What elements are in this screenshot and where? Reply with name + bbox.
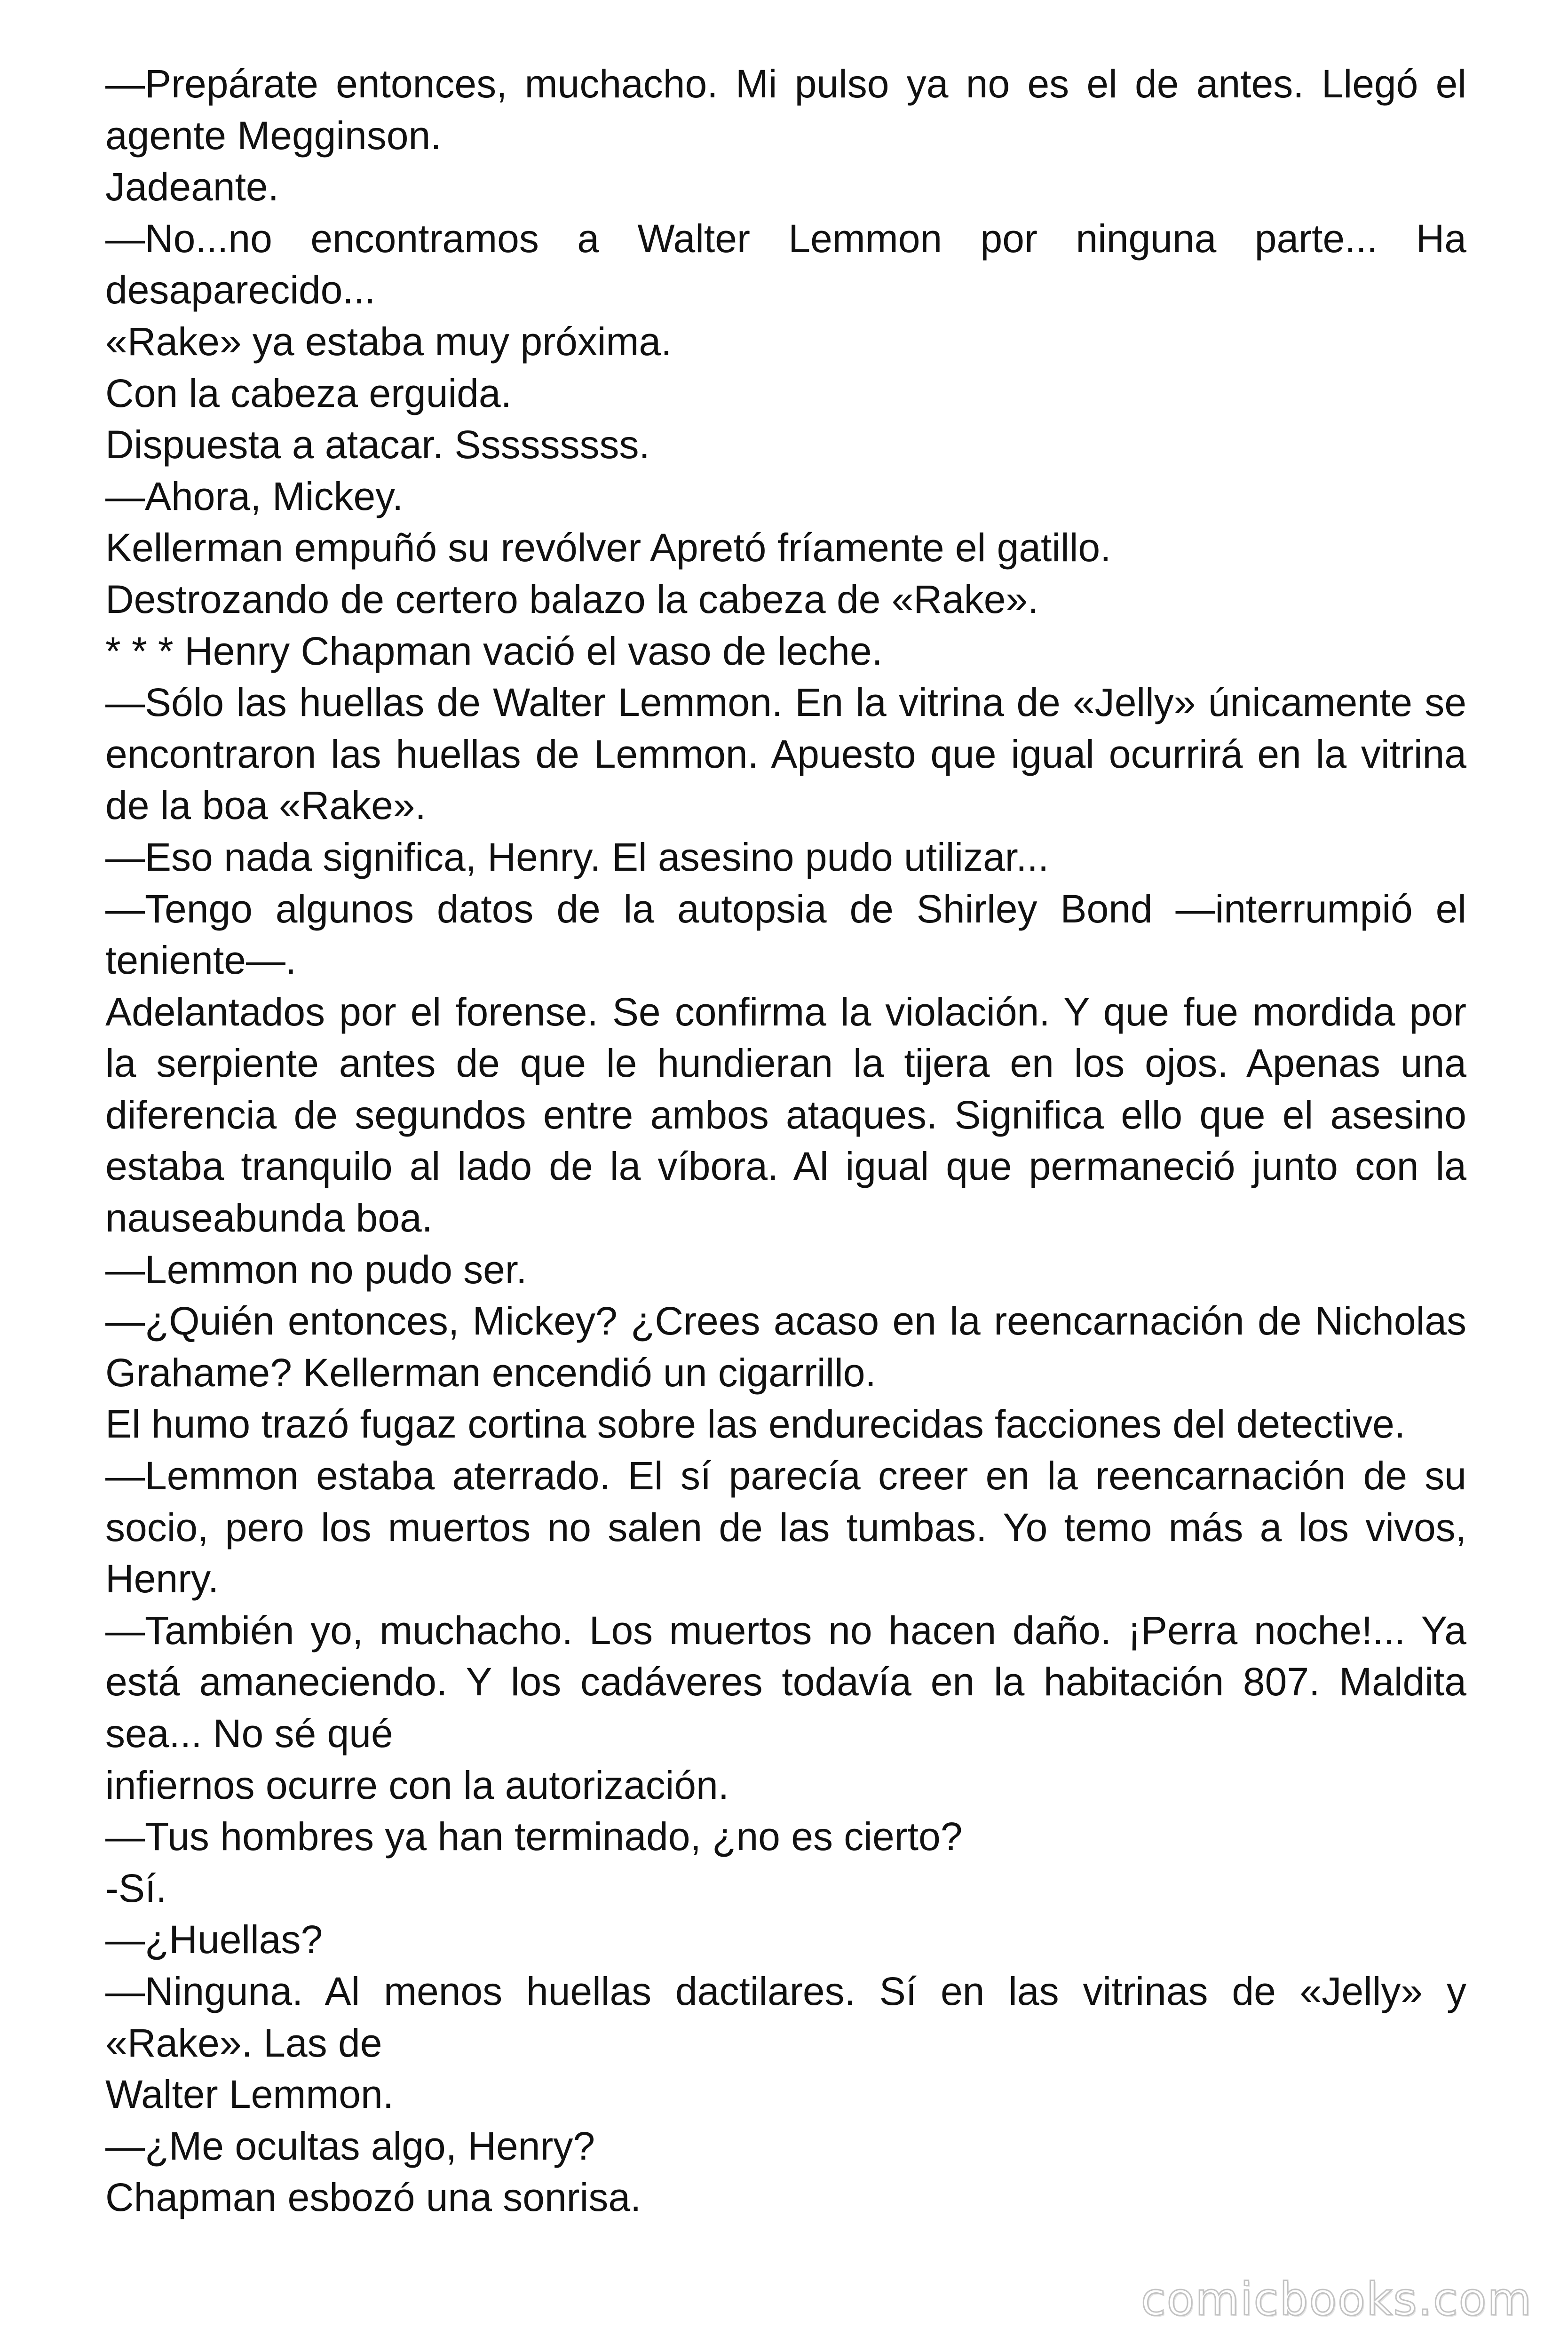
paragraph-11: —Sólo las huellas de Walter Lemmon. En la vitrina de «Jelly» únicamente se encontraron las huellas de Lemmon. Apuesto que igual ocurrirá en la vitrina de la boa «Rake». — [105, 680, 1466, 828]
watermark-text: comicbooks.com — [1140, 2273, 1532, 2326]
paragraph-17: El humo trazó fugaz cortina sobre las endurecidas facciones del detective. — [105, 1402, 1406, 1446]
book-page-text — [105, 58, 1466, 2224]
paragraph-12: —Eso nada significa, Henry. El asesino pudo utilizar... — [105, 834, 1049, 879]
paragraph-3: —No...no encontramos a Walter Lemmon por ninguna parte... Ha desaparecido... — [105, 216, 1466, 312]
paragraph-7: —Ahora, Mickey. — [105, 474, 404, 518]
paragraph-19: —También yo, muchacho. Los muertos no hacen daño. ¡Perra noche!... Ya está amaneciendo. Y los cadáveres todavía en la habitación 807. Maldita sea... No sé qué — [105, 1608, 1466, 1756]
paragraph-13: —Tengo algunos datos de la autopsia de Shirley Bond —interrumpió el teniente—. — [105, 886, 1466, 983]
paragraph-22: -Sí. — [105, 1866, 167, 1910]
paragraph-27: Chapman esbozó una sonrisa. — [105, 2175, 641, 2220]
paragraph-18: —Lemmon estaba aterrado. El sí parecía creer en la reencarnación de su socio, pero los muertos no salen de las tumbas. Yo temo más a los vivos, Henry. — [105, 1454, 1466, 1601]
paragraph-6: Dispuesta a atacar. Sssssssss. — [105, 422, 650, 467]
paragraph-15: —Lemmon no pudo ser. — [105, 1247, 527, 1292]
paragraph-10: * * * Henry Chapman vació el vaso de leche. — [105, 628, 883, 673]
paragraph-5: Con la cabeza erguida. — [105, 371, 512, 415]
paragraph-26: —¿Me ocultas algo, Henry? — [105, 2123, 595, 2168]
paragraph-8: Kellerman empuñó su revólver Apretó fríamente el gatillo. — [105, 525, 1111, 570]
paragraph-14: Adelantados por el forense. Se confirma la violación. Y que fue mordida por la serpiente antes de que le hundieran la tijera en los ojos. Apenas una diferencia de segundos entre ambos ataques. Significa ello que el asesino estaba tranquilo al lado de la víbora. Al igual que permaneció junto con la nauseabunda boa. — [105, 989, 1466, 1240]
paragraph-2: Jadeante. — [105, 165, 279, 209]
paragraph-9: Destrozando de certero balazo la cabeza de «Rake». — [105, 577, 1039, 621]
paragraph-4: «Rake» ya estaba muy próxima. — [105, 319, 672, 364]
paragraph-23: —¿Huellas? — [105, 1917, 323, 1962]
paragraph-25: Walter Lemmon. — [105, 2072, 394, 2117]
paragraph-16: —¿Quién entonces, Mickey? ¿Crees acaso en la reencarnación de Nicholas Grahame? Kellerman encendió un cigarrillo. — [105, 1299, 1466, 1395]
paragraph-21: —Tus hombres ya han terminado, ¿no es cierto? — [105, 1814, 963, 1859]
paragraph-24: —Ninguna. Al menos huellas dactilares. Sí en las vitrinas de «Jelly» y «Rake». Las de — [105, 1969, 1466, 2065]
paragraph-20: infiernos ocurre con la autorización. — [105, 1763, 729, 1807]
paragraph-1: —Prepárate entonces, muchacho. Mi pulso ya no es el de antes. Llegó el agente Megginson. — [105, 62, 1466, 158]
